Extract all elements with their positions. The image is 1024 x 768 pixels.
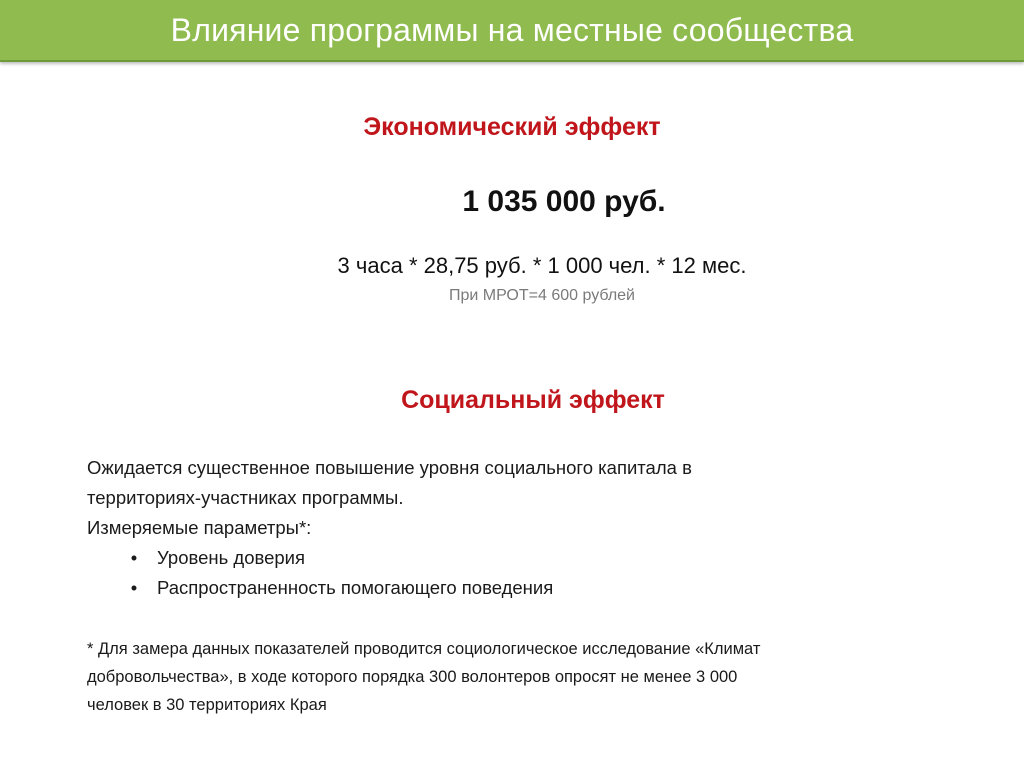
bullet-icon: • (130, 547, 138, 568)
slide-title: Влияние программы на местные сообщества (170, 12, 854, 48)
mrot-note: При МРОТ=4 600 рублей (449, 287, 635, 304)
measured-params-label: Измеряемые параметры*: (87, 517, 312, 538)
economic-effect-heading: Экономический эффект (363, 113, 661, 141)
title-bar (0, 0, 1024, 62)
social-description-line-2: территориях-участниках программы. (87, 487, 404, 508)
social-description-line-1: Ожидается существенное повышение уровня социального капитала в (87, 457, 692, 478)
economic-effect-amount: 1 035 000 руб. (462, 185, 666, 218)
bullet-icon: • (130, 577, 138, 598)
list-item-label: Уровень доверия (157, 547, 306, 568)
list-item (127, 543, 967, 573)
measured-params-list (87, 543, 967, 603)
list-item-label: Распространенность помогающего поведения (157, 577, 554, 598)
footnote-line-2: добровольчества», в ходе которого порядка 300 волонтеров опросят не менее 3 000 (87, 668, 738, 686)
footnote-line-1: * Для замера данных показателей проводится социологическое исследование «Климат (87, 640, 761, 658)
footnote-line-3: человек в 30 территориях Края (87, 696, 327, 714)
social-effect-body (87, 453, 967, 603)
list-item (127, 573, 967, 603)
social-effect-heading: Социальный эффект (401, 386, 665, 414)
footnote (87, 635, 967, 719)
economic-effect-formula: 3 часа * 28,75 руб. * 1 000 чел. * 12 мес. (337, 253, 747, 278)
